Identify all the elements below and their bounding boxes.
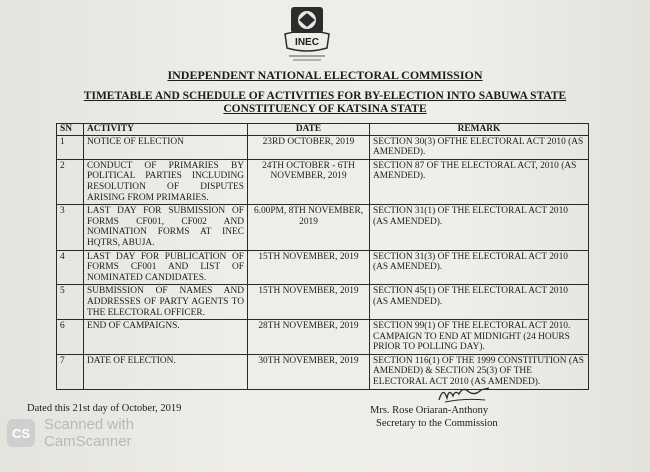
- svg-text:CS: CS: [11, 426, 31, 441]
- row-activity: LAST DAY FOR SUBMISSION OF FORMS CF001, CF002 AND NOMINATION FORMS AT INEC HQTRS, ABUJA.: [84, 205, 248, 250]
- row-date: 24TH OCTOBER - 6TH NOVEMBER, 2019: [248, 159, 370, 204]
- table-row: [57, 250, 589, 285]
- schedule-table: [56, 123, 589, 390]
- organization-name: INDEPENDENT NATIONAL ELECTORAL COMMISSION: [167, 68, 483, 82]
- row-date: 15TH NOVEMBER, 2019: [248, 285, 370, 320]
- watermark-line-2: CamScanner: [44, 433, 132, 450]
- logo-text: INEC: [295, 37, 319, 48]
- row-activity: NOTICE OF ELECTION: [84, 135, 248, 159]
- table-row: [57, 205, 589, 250]
- row-sn: 7: [57, 354, 84, 389]
- camscanner-watermark: [44, 416, 134, 450]
- row-remark: SECTION 31(1) OF THE ELECTORAL ACT 2010 (AS AMENDED).: [370, 205, 589, 250]
- table-row: [57, 320, 589, 355]
- row-sn: 1: [57, 135, 84, 159]
- title-line-1: TIMETABLE AND SCHEDULE OF ACTIVITIES FOR BY-ELECTION INTO SABUWA STATE: [83, 90, 567, 102]
- table-row: [57, 159, 589, 204]
- row-remark: SECTION 99(1) OF THE ELECTORAL ACT 2010. CAMPAIGN TO END AT MIDNIGHT (24 HOURS PRIOR TO POLLING DAY).: [370, 320, 589, 355]
- signature: [435, 382, 495, 406]
- watermark-line-1: Scanned with: [44, 416, 135, 433]
- row-remark: SECTION 45(1) OF THE ELECTORAL ACT 2010 (AS AMENDED).: [370, 285, 589, 320]
- camscanner-logo: [6, 418, 36, 448]
- row-activity: CONDUCT OF PRIMARIES BY POLITICAL PARTIES INCLUDING RESOLUTION OF DISPUTES ARISING FROM PRIMARIES.: [84, 159, 248, 204]
- row-date: 30TH NOVEMBER, 2019: [248, 354, 370, 389]
- row-sn: 6: [57, 320, 84, 355]
- row-date: 28TH NOVEMBER, 2019: [248, 320, 370, 355]
- title-line-2: CONSTITUENCY OF KATSINA STATE: [223, 103, 427, 115]
- table-row: [57, 285, 589, 320]
- row-sn: 2: [57, 159, 84, 204]
- column-header-remark: REMARK: [370, 124, 589, 136]
- row-date: 15TH NOVEMBER, 2019: [248, 250, 370, 285]
- row-remark: SECTION 31(3) OF THE ELECTORAL ACT 2010 (AS AMENDED).: [370, 250, 589, 285]
- row-sn: 3: [57, 205, 84, 250]
- dated-line: Dated this 21st day of October, 2019: [27, 403, 182, 414]
- row-sn: 4: [57, 250, 84, 285]
- signatory-name: Mrs. Rose Oriaran-Anthony: [370, 405, 489, 416]
- row-sn: 5: [57, 285, 84, 320]
- column-header-activity: ACTIVITY: [84, 124, 248, 136]
- row-date: 23RD OCTOBER, 2019: [248, 135, 370, 159]
- table-row: [57, 354, 589, 389]
- table-row: [57, 135, 589, 159]
- document-title: [0, 90, 650, 116]
- column-header-date: DATE: [248, 124, 370, 136]
- signatory-title: Secretary to the Commission: [376, 418, 498, 429]
- row-remark: SECTION 116(1) OF THE 1999 CONSTITUTION (AS AMENDED) & SECTION 25(3) OF THE ELECTORAL ACT 2010 (AS AMENDED).: [370, 354, 589, 389]
- row-activity: LAST DAY FOR PUBLICATION OF FORMS CF001 AND LIST OF NOMINATED CANDIDATES.: [84, 250, 248, 285]
- table-header-row: [57, 124, 589, 136]
- column-header-sn: SN: [57, 124, 84, 136]
- row-activity: END OF CAMPAIGNS.: [84, 320, 248, 355]
- row-activity: SUBMISSION OF NAMES AND ADDRESSES OF PARTY AGENTS TO THE ELECTORAL OFFICER.: [84, 285, 248, 320]
- row-remark: SECTION 30(3) OFTHE ELECTORAL ACT 2010 (AS AMENDED).: [370, 135, 589, 159]
- row-remark: SECTION 87 OF THE ELECTORAL ACT, 2010 (AS AMENDED).: [370, 159, 589, 204]
- row-activity: DATE OF ELECTION.: [84, 354, 248, 389]
- inec-logo: [277, 4, 337, 64]
- row-date: 6.00PM, 8TH NOVEMBER, 2019: [248, 205, 370, 250]
